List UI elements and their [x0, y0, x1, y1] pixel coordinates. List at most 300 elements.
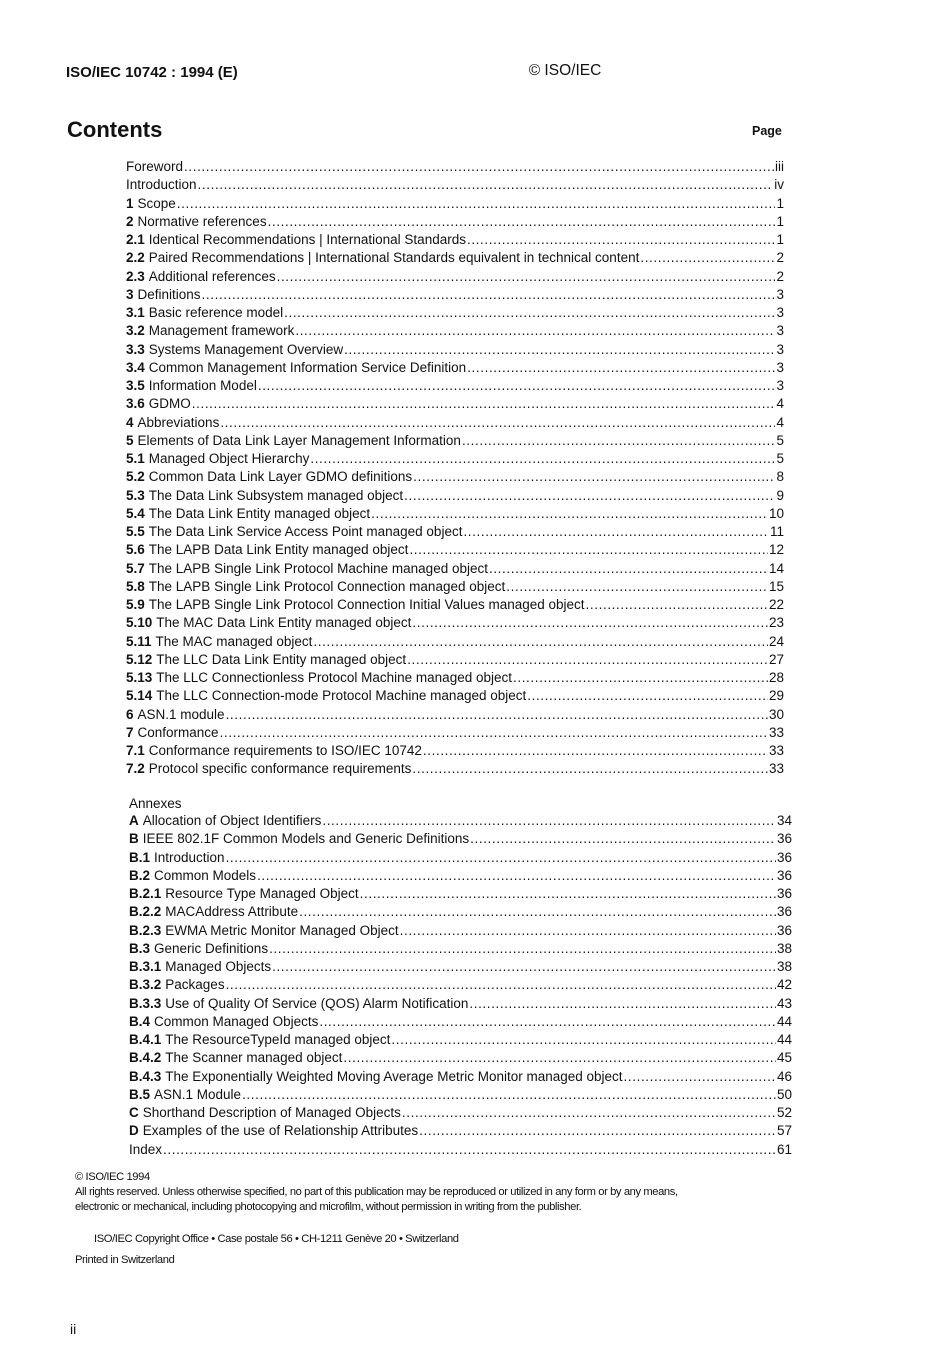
toc-entry-text: The MAC Data Link Entity managed object	[156, 615, 412, 631]
toc-entry-title	[129, 1013, 318, 1031]
toc-entry-number: B.4	[129, 1013, 151, 1029]
toc-entry[interactable]	[126, 414, 784, 432]
toc-entry-text: Additional references	[148, 268, 276, 284]
toc-leader-dots	[344, 341, 775, 359]
toc-entry[interactable]	[126, 505, 784, 523]
toc-entry-title	[126, 523, 462, 541]
toc-entry[interactable]	[129, 922, 792, 940]
toc-entry[interactable]	[129, 1049, 792, 1067]
toc-entry-page: 1	[776, 232, 784, 247]
toc-entry[interactable]	[129, 995, 792, 1013]
copyright-office: ISO/IEC Copyright Office • Case postale 56 • CH-1211 Genève 20 • Switzerland	[94, 1233, 459, 1245]
toc-entry-text: Introduction	[126, 177, 197, 193]
toc-entry-title	[129, 1031, 390, 1049]
toc-entry-page: 34	[776, 813, 792, 828]
copyright-notice: All rights reserved. Unless otherwise specified, no part of this publication may be reproduced or utilized in any form or by any means, electronic or mechanical, including photocopying and microfilm, without permission in writing from the publisher.	[75, 1186, 678, 1213]
toc-entry[interactable]	[129, 940, 792, 958]
toc-entry[interactable]	[126, 377, 784, 395]
copyright-line: © ISO/IEC 1994	[75, 1171, 150, 1183]
toc-entry-number: 5.3	[126, 487, 145, 503]
toc-entry[interactable]	[129, 958, 792, 976]
toc-entry-number: D	[129, 1123, 139, 1139]
running-header-left: ISO/IEC 10742 : 1994 (E)	[66, 64, 238, 81]
toc-entry-text: Use of Quality Of Service (QOS) Alarm Notification	[165, 995, 469, 1011]
toc-leader-dots	[220, 724, 768, 742]
toc-leader-dots	[404, 487, 775, 505]
toc-leader-dots	[192, 395, 776, 413]
running-header-center: © ISO/IEC	[528, 62, 602, 79]
toc-entry-text: The LAPB Single Link Protocol Machine managed object	[148, 560, 488, 576]
toc-entry[interactable]	[126, 760, 784, 778]
toc-leader-dots	[226, 706, 768, 724]
toc-leader-dots	[624, 1068, 776, 1086]
toc-leader-dots	[220, 414, 775, 432]
toc-entry-page: 3	[776, 305, 784, 320]
toc-entry-number: 6	[126, 706, 134, 722]
toc-leader-dots	[343, 1049, 776, 1067]
toc-entry-number: B	[129, 831, 139, 847]
toc-entry-number: 5	[126, 432, 134, 448]
toc-leader-dots	[258, 377, 776, 395]
toc-entry-title	[129, 885, 359, 903]
toc-entry-number: 2.3	[126, 268, 145, 284]
toc-entry-page: 46	[776, 1068, 792, 1084]
toc-entry-title	[126, 541, 408, 559]
toc-entry-title	[126, 414, 219, 432]
page-column-label: Page	[752, 124, 782, 138]
toc-entry-title	[129, 903, 298, 921]
table-of-contents	[126, 158, 784, 779]
toc-entry[interactable]	[129, 1068, 792, 1086]
toc-entry-number: 5.12	[126, 651, 153, 667]
toc-entry[interactable]	[126, 724, 784, 742]
toc-leader-dots	[272, 958, 776, 976]
toc-entry-number: 2.1	[126, 232, 145, 247]
page-number: ii	[70, 1321, 77, 1337]
toc-entry-page: 38	[776, 940, 792, 956]
toc-entry[interactable]	[126, 158, 784, 176]
toc-entry[interactable]	[126, 596, 784, 614]
toc-entry[interactable]	[126, 231, 784, 249]
toc-entry-title	[129, 1104, 401, 1122]
toc-entry-page: 36	[776, 849, 792, 865]
toc-entry[interactable]	[126, 249, 784, 267]
toc-entry[interactable]	[126, 487, 784, 505]
toc-entry[interactable]	[129, 1031, 792, 1049]
toc-entry-text: Foreword	[126, 159, 184, 174]
toc-leader-dots	[322, 812, 776, 830]
toc-entry-page: 36	[776, 886, 792, 901]
toc-entry-number: B.3.3	[129, 995, 162, 1011]
toc-leader-dots	[413, 468, 775, 486]
toc-entry[interactable]	[126, 395, 784, 413]
toc-leader-dots	[313, 633, 768, 651]
toc-entry-number: 2	[126, 213, 134, 229]
toc-entry-number: 5.9	[126, 597, 145, 612]
toc-entry-page: 5	[776, 451, 784, 466]
toc-entry-text: The LAPB Single Link Protocol Connection managed object	[148, 578, 506, 594]
toc-entry-title	[129, 830, 469, 848]
toc-leader-dots	[489, 560, 768, 578]
toc-entry-number: B.1	[129, 849, 151, 865]
toc-entry-page: 43	[776, 995, 792, 1011]
toc-entry-title	[126, 395, 191, 413]
toc-entry-title	[126, 213, 267, 231]
toc-entry-text: Definitions	[137, 286, 201, 302]
toc-entry-number: 5.7	[126, 560, 145, 576]
toc-entry-page: 9	[776, 487, 784, 503]
toc-entry-title	[129, 1086, 241, 1104]
toc-leader-dots	[412, 760, 768, 778]
toc-entry[interactable]	[126, 578, 784, 596]
toc-entry-page: 36	[776, 922, 792, 938]
toc-entry-title	[129, 1122, 418, 1140]
toc-leader-dots	[467, 231, 776, 249]
toc-entry-page: 33	[768, 724, 784, 740]
toc-entry-title	[129, 1068, 623, 1086]
toc-leader-dots	[177, 195, 776, 213]
toc-entry-number: 3.3	[126, 341, 145, 357]
toc-entry[interactable]	[126, 341, 784, 359]
toc-entry[interactable]	[129, 1086, 792, 1104]
toc-entry[interactable]	[126, 432, 784, 450]
toc-entry-title	[126, 322, 294, 340]
toc-leader-dots	[184, 158, 774, 176]
toc-leader-dots	[226, 849, 776, 867]
toc-leader-dots	[402, 1104, 776, 1122]
toc-leader-dots	[469, 995, 776, 1013]
toc-entry-text: Shorthand Description of Managed Objects	[142, 1105, 401, 1120]
toc-leader-dots	[257, 867, 776, 885]
toc-entry-number: B.4.1	[129, 1032, 162, 1047]
toc-leader-dots	[513, 669, 768, 687]
toc-leader-dots	[640, 249, 775, 267]
toc-entry-text: The LLC Data Link Entity managed object	[156, 651, 407, 667]
toc-entry-page: 29	[768, 688, 784, 704]
toc-entry-page: 27	[768, 651, 784, 667]
toc-leader-dots	[407, 651, 768, 669]
toc-entry-text: Systems Management Overview	[148, 341, 344, 357]
toc-entry-number: 5.2	[126, 469, 145, 485]
toc-entry-title	[129, 976, 225, 994]
toc-entry-number: 3	[126, 286, 134, 302]
toc-leader-dots	[423, 742, 768, 760]
toc-entry-text: Common Managed Objects	[154, 1013, 319, 1029]
toc-entry-text: Examples of the use of Relationship Attributes	[142, 1123, 419, 1139]
toc-entry-text: Abbreviations	[137, 414, 220, 430]
toc-entry-page: 52	[776, 1105, 792, 1120]
toc-entry-number: 3.6	[126, 396, 145, 412]
toc-entry-number: B.2.1	[129, 886, 162, 901]
toc-entry-text: Elements of Data Link Layer Management Information	[137, 432, 461, 448]
toc-entry-text: The Data Link Service Access Point managed object	[148, 524, 463, 539]
toc-leader-dots	[163, 1141, 776, 1159]
copyright-block	[75, 1170, 695, 1215]
toc-entry-number: 2.2	[126, 250, 145, 266]
toc-leader-dots	[268, 213, 776, 231]
toc-entry-text: Introduction	[154, 849, 225, 865]
toc-entry-text: Managed Object Hierarchy	[148, 451, 310, 466]
toc-entry-text: GDMO	[148, 396, 191, 412]
toc-entry-number: B.2	[129, 867, 151, 883]
toc-entry-title	[126, 706, 225, 724]
toc-leader-dots	[400, 922, 776, 940]
toc-entry-page: iii	[775, 159, 784, 174]
toc-entry-text: The MAC managed object	[155, 633, 313, 649]
toc-entry-text: Common Models	[154, 867, 257, 883]
toc-entry-number: 7	[126, 724, 134, 740]
toc-entry-text: Protocol specific conformance requirements	[148, 761, 412, 777]
toc-leader-dots	[277, 268, 776, 286]
toc-entry-number: 5.5	[126, 524, 145, 539]
toc-entry-text: ASN.1 module	[137, 706, 225, 722]
toc-entry[interactable]	[129, 1104, 792, 1122]
toc-entry-page: 36	[776, 867, 792, 883]
toc-entry-number: B.4.3	[129, 1068, 162, 1084]
toc-entry-title	[129, 1141, 162, 1159]
toc-leader-dots	[371, 505, 768, 523]
toc-entry[interactable]	[126, 614, 784, 632]
toc-entry-title	[126, 614, 411, 632]
toc-leader-dots	[419, 1122, 776, 1140]
toc-entry[interactable]	[129, 812, 792, 830]
toc-leader-dots	[284, 304, 775, 322]
toc-entry-page: 5	[776, 432, 784, 448]
toc-entry-page: 4	[776, 396, 784, 412]
toc-entry-text: Scope	[137, 195, 176, 211]
toc-entry-number: 5.11	[126, 633, 152, 649]
toc-entry-title	[126, 596, 585, 614]
toc-entry-page: 2	[776, 250, 784, 266]
toc-entry-title	[126, 176, 197, 194]
toc-entry-number: 5.13	[126, 670, 153, 685]
toc-entry-text: ASN.1 Module	[154, 1086, 242, 1102]
toc-entry-number: 5.14	[126, 688, 153, 704]
toc-entry-page: 1	[776, 195, 784, 211]
toc-entry[interactable]	[126, 633, 784, 651]
toc-entry-text: The Scanner managed object	[165, 1050, 343, 1066]
toc-entry-number: 3.4	[126, 359, 145, 375]
toc-entry-title	[126, 578, 505, 596]
toc-entry-number: 3.1	[126, 305, 145, 320]
toc-entry-text: Common Data Link Layer GDMO definitions	[148, 469, 413, 485]
toc-entry-page: 28	[768, 670, 784, 685]
toc-leader-dots	[226, 976, 776, 994]
toc-entry-text: Conformance requirements to ISO/IEC 10742	[148, 743, 422, 758]
toc-entry-text: Index	[129, 1141, 163, 1157]
toc-entry-text: Common Management Information Service Definition	[148, 359, 467, 375]
toc-entry-page: 36	[776, 904, 792, 920]
toc-entry[interactable]	[126, 268, 784, 286]
annex-table-of-contents	[129, 812, 792, 1159]
toc-entry-page: 2	[776, 268, 784, 284]
toc-entry-page: 44	[776, 1013, 792, 1029]
toc-entry-text: Normative references	[137, 213, 267, 229]
toc-entry-page: 3	[776, 378, 784, 393]
toc-entry-number: B.4.2	[129, 1050, 162, 1066]
toc-entry-title	[126, 724, 219, 742]
toc-entry-text: The Data Link Subsystem managed object	[148, 487, 404, 503]
toc-entry-text: MACAddress Attribute	[165, 904, 299, 920]
toc-entry-text: The LLC Connection-mode Protocol Machine managed object	[156, 688, 527, 704]
toc-leader-dots	[269, 940, 776, 958]
toc-entry-page: 10	[768, 505, 784, 521]
toc-entry-title	[129, 958, 271, 976]
toc-entry[interactable]	[126, 213, 784, 231]
toc-leader-dots	[310, 450, 775, 468]
toc-entry-title	[129, 1049, 342, 1067]
toc-entry-title	[126, 231, 466, 249]
toc-entry-title	[129, 922, 399, 940]
toc-entry-text: The Data Link Entity managed object	[148, 505, 371, 521]
toc-entry-page: 38	[776, 959, 792, 974]
toc-leader-dots	[412, 614, 768, 632]
toc-entry-page: 3	[776, 359, 784, 375]
toc-entry-page: 23	[768, 615, 784, 631]
toc-entry-text: Paired Recommendations | International Standards equivalent in technical content	[148, 250, 640, 266]
toc-entry[interactable]	[126, 176, 784, 194]
toc-entry-text: EWMA Metric Monitor Managed Object	[165, 922, 399, 938]
toc-entry[interactable]	[129, 976, 792, 994]
toc-entry-page: 3	[776, 323, 784, 339]
toc-entry[interactable]	[129, 885, 792, 903]
toc-entry-title	[126, 286, 201, 304]
toc-leader-dots	[527, 687, 768, 705]
toc-entry-title	[126, 560, 488, 578]
toc-entry-number: B.3	[129, 940, 151, 956]
toc-leader-dots	[462, 432, 776, 450]
toc-entry-title	[126, 268, 276, 286]
toc-entry-number: B.3.2	[129, 977, 162, 993]
toc-entry[interactable]	[129, 1122, 792, 1140]
toc-leader-dots	[360, 885, 776, 903]
toc-entry-number: C	[129, 1105, 139, 1120]
toc-entry-title	[126, 341, 343, 359]
toc-entry-number: 4	[126, 414, 134, 430]
toc-entry-page: 1	[776, 213, 784, 229]
toc-entry[interactable]	[129, 903, 792, 921]
toc-entry-number: B.2.2	[129, 904, 162, 920]
toc-entry-text: The LLC Connectionless Protocol Machine managed object	[156, 670, 512, 685]
toc-entry-title	[126, 742, 422, 760]
toc-entry-text: Management framework	[148, 323, 295, 339]
toc-entry-text: Identical Recommendations | International Standards	[148, 232, 466, 247]
toc-entry-title	[129, 849, 225, 867]
toc-entry-title	[129, 867, 256, 885]
toc-entry-page: 3	[776, 341, 784, 357]
toc-entry-page: 22	[768, 597, 784, 612]
toc-entry-title	[126, 468, 412, 486]
toc-leader-dots	[506, 578, 768, 596]
toc-entry[interactable]	[126, 450, 784, 468]
toc-entry[interactable]	[126, 286, 784, 304]
toc-entry-title	[126, 432, 461, 450]
toc-leader-dots	[586, 596, 768, 614]
toc-leader-dots	[299, 903, 776, 921]
toc-entry-title	[126, 249, 639, 267]
toc-entry-page: 3	[776, 286, 784, 302]
toc-entry-page: 12	[768, 542, 784, 558]
toc-entry-text: The Exponentially Weighted Moving Average Metric Monitor managed object	[165, 1068, 623, 1084]
toc-entry-page: 33	[768, 761, 784, 777]
toc-entry-number: 5.4	[126, 505, 145, 521]
toc-entry-title	[126, 377, 257, 395]
toc-entry-text: Managed Objects	[165, 959, 272, 974]
toc-entry-title	[126, 359, 466, 377]
toc-entry-title	[126, 450, 309, 468]
toc-entry-title	[129, 812, 321, 830]
toc-entry-title	[126, 669, 512, 687]
toc-entry-title	[126, 505, 370, 523]
toc-entry[interactable]	[126, 706, 784, 724]
toc-entry-title	[129, 995, 468, 1013]
toc-entry-title	[126, 651, 406, 669]
toc-entry-number: 5.8	[126, 578, 145, 594]
toc-entry-page: 33	[768, 743, 784, 758]
toc-entry[interactable]	[126, 523, 784, 541]
toc-entry[interactable]	[126, 468, 784, 486]
toc-entry-page: 36	[776, 831, 792, 847]
toc-entry-page: 24	[768, 633, 784, 649]
toc-entry[interactable]	[126, 742, 784, 760]
toc-leader-dots	[202, 286, 776, 304]
toc-leader-dots	[391, 1031, 776, 1049]
toc-entry-page: iv	[774, 177, 784, 193]
toc-entry-text: Generic Definitions	[154, 940, 269, 956]
toc-entry[interactable]	[126, 560, 784, 578]
toc-entry-text: The LAPB Data Link Entity managed object	[148, 542, 409, 558]
toc-entry[interactable]	[129, 867, 792, 885]
toc-leader-dots	[198, 176, 774, 194]
toc-entry-number: B.5	[129, 1086, 151, 1102]
toc-entry[interactable]	[126, 669, 784, 687]
toc-entry[interactable]	[129, 1013, 792, 1031]
toc-entry[interactable]	[129, 849, 792, 867]
toc-leader-dots	[295, 322, 775, 340]
toc-entry-title	[126, 633, 312, 651]
toc-entry[interactable]	[129, 1141, 792, 1159]
toc-entry[interactable]	[126, 359, 784, 377]
toc-entry[interactable]	[126, 322, 784, 340]
toc-entry-text: The LAPB Single Link Protocol Connection Initial Values managed object	[148, 597, 585, 612]
toc-leader-dots	[319, 1013, 776, 1031]
toc-entry[interactable]	[129, 830, 792, 848]
toc-entry-text: Conformance	[137, 724, 219, 740]
toc-entry[interactable]	[126, 687, 784, 705]
toc-entry[interactable]	[126, 541, 784, 559]
toc-entry-text: Allocation of Object Identifiers	[142, 813, 322, 828]
annexes-label: Annexes	[129, 796, 182, 811]
toc-leader-dots	[409, 541, 768, 559]
toc-entry-text: Basic reference model	[148, 305, 284, 320]
toc-entry-title	[126, 195, 176, 213]
toc-entry-page: 30	[768, 706, 784, 722]
toc-leader-dots	[242, 1086, 776, 1104]
toc-entry-page: 45	[776, 1050, 792, 1066]
toc-entry-text: Resource Type Managed Object	[165, 886, 359, 901]
toc-entry[interactable]	[126, 304, 784, 322]
toc-entry-page: 50	[776, 1086, 792, 1102]
toc-entry[interactable]	[126, 195, 784, 213]
toc-entry[interactable]	[126, 651, 784, 669]
contents-title: Contents	[67, 117, 163, 142]
toc-entry-page: 15	[768, 578, 784, 594]
toc-entry-text: The ResourceTypeId managed object	[165, 1032, 391, 1047]
toc-leader-dots	[463, 523, 769, 541]
toc-entry-number: 3.2	[126, 323, 145, 339]
toc-entry-number: 5.10	[126, 615, 153, 631]
toc-entry-page: 11	[769, 524, 784, 539]
